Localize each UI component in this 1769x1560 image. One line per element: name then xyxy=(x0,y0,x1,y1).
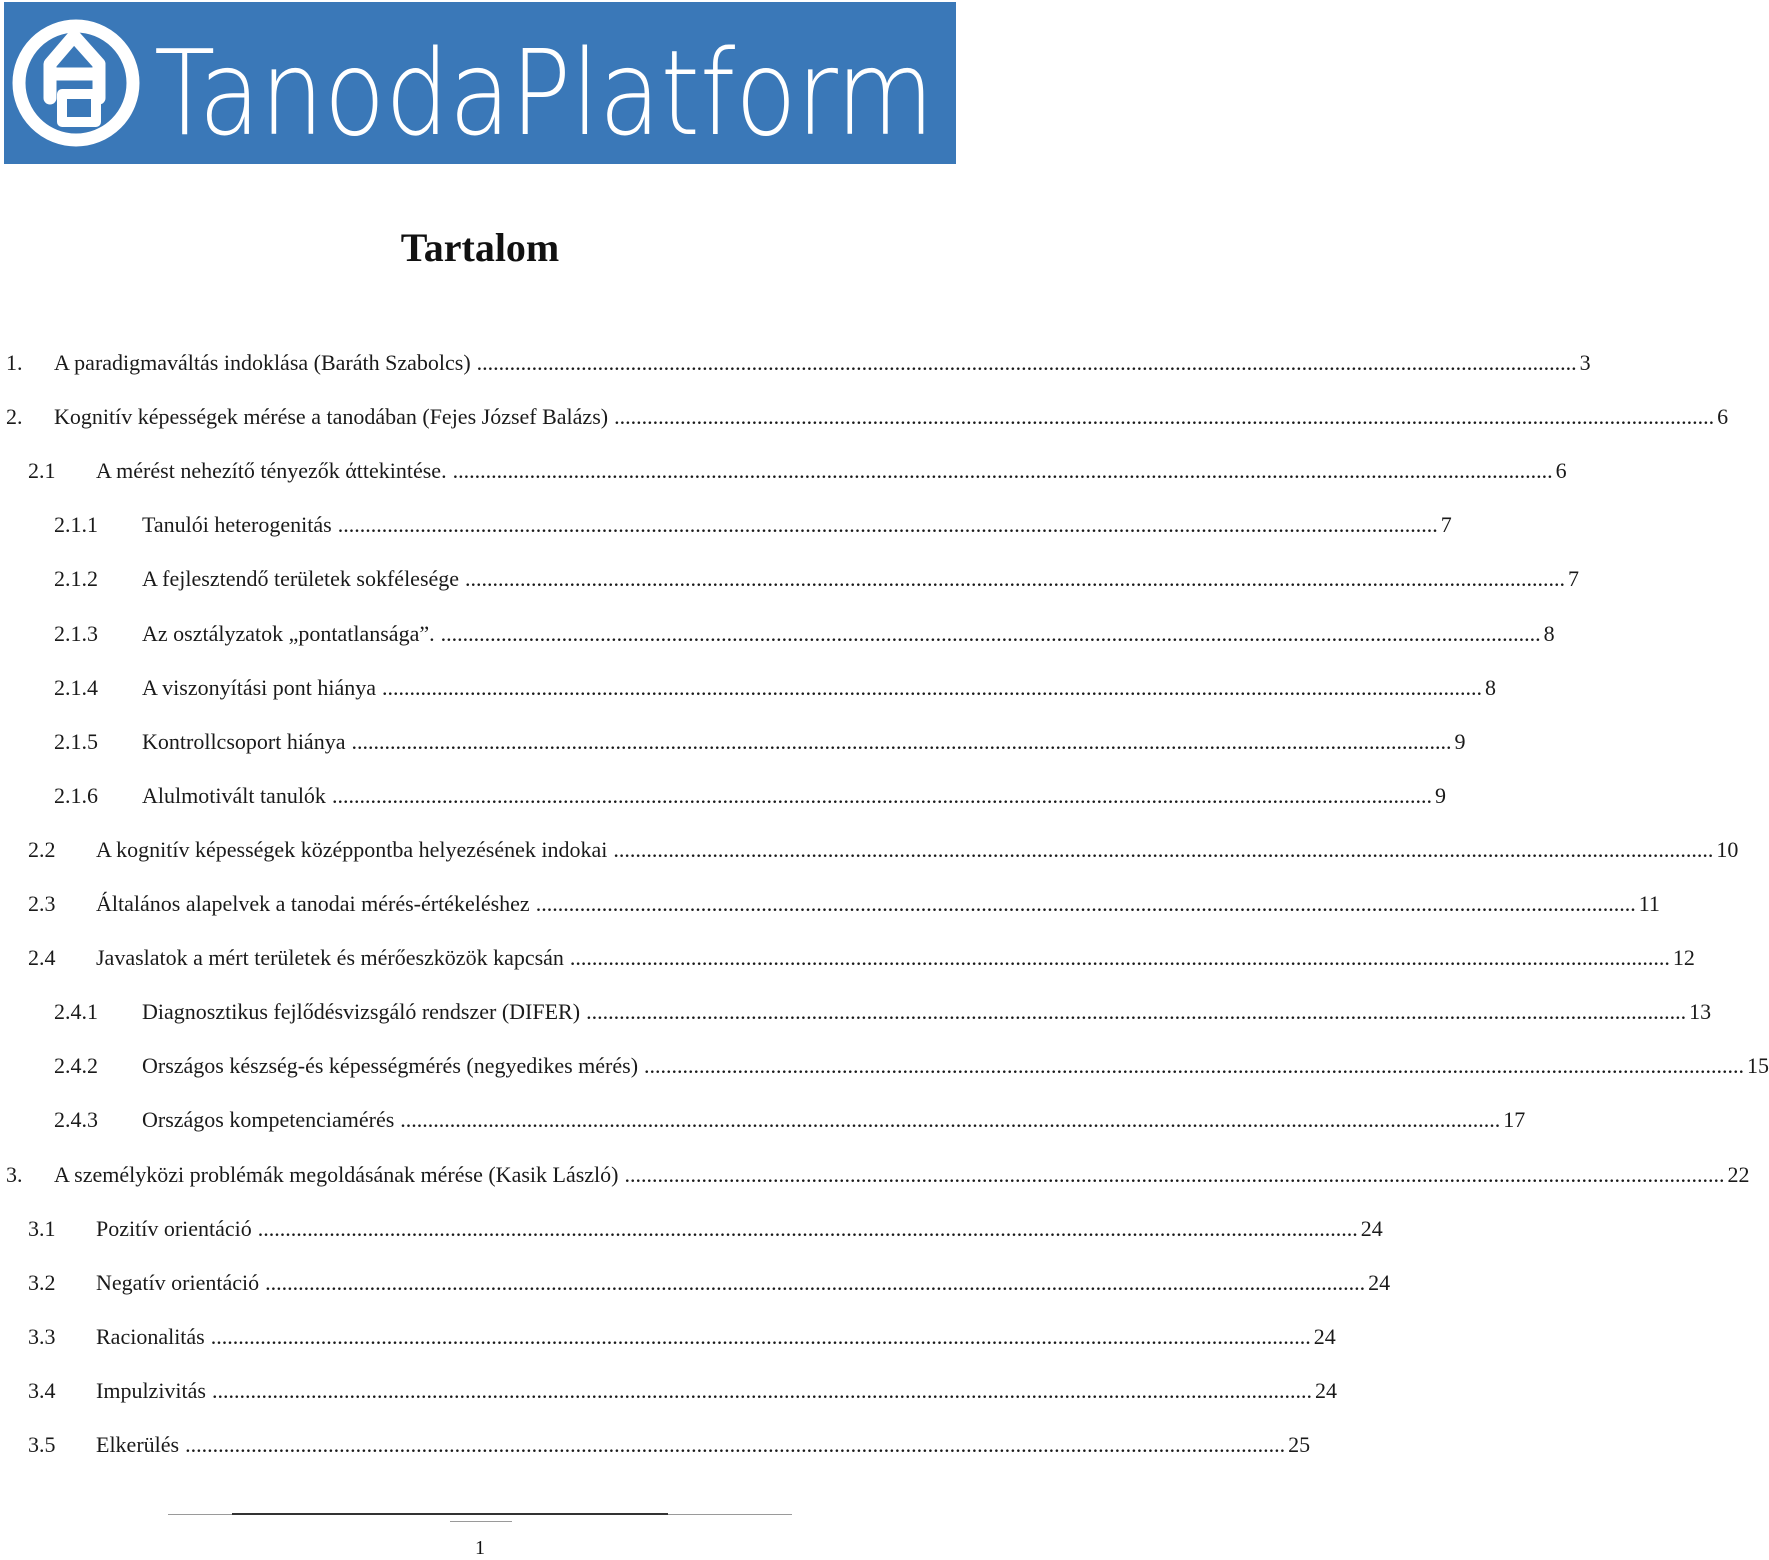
toc-dot-leader: ........................................................................................................................................................................................................ xyxy=(382,674,1483,700)
toc-entry[interactable] xyxy=(54,563,1580,595)
page-title: Tartalom xyxy=(400,225,560,270)
toc-entry-number: 2.1.1 xyxy=(54,512,98,538)
toc-entry-title: Diagnosztikus fejlődésvizsgáló rendszer (DIFER) xyxy=(142,999,581,1025)
toc-entry[interactable] xyxy=(28,1375,1337,1407)
toc-entry-page: 11 xyxy=(1638,891,1660,916)
toc-entry[interactable] xyxy=(54,996,1712,1028)
toc-entry[interactable] xyxy=(6,1159,1750,1191)
toc-entry-number: 2.1.2 xyxy=(54,566,98,592)
toc-entry-page: 12 xyxy=(1672,945,1695,971)
toc-entry-number: 2.1.6 xyxy=(54,782,98,808)
toc-entry-page: 13 xyxy=(1689,999,1712,1025)
toc-entry[interactable] xyxy=(28,942,1695,974)
toc-entry-title: A személyközi problémák megoldásának mérése (Kasik László) xyxy=(54,1161,619,1187)
toc-entry-page: 24 xyxy=(1360,1215,1383,1241)
toc-entry-title: Elkerülés xyxy=(96,1432,180,1457)
toc-entry-title: Országos készség-és képességmérés (negyedikes mérés) xyxy=(142,1053,639,1079)
toc-entry-page: 9 xyxy=(1434,782,1446,808)
toc-entry[interactable] xyxy=(28,455,1567,487)
toc-entry-number: 3.4 xyxy=(28,1377,56,1403)
toc-dot-leader: ........................................................................................................................................................................................................ xyxy=(476,350,1577,375)
toc-entry-title: A viszonyítási pont hiánya xyxy=(142,674,377,700)
footer-short-divider xyxy=(450,1521,512,1522)
toc-entry-title: A paradigmaváltás indoklása (Baráth Szabolcs) xyxy=(54,350,471,375)
toc-entry-number: 3.3 xyxy=(28,1323,56,1349)
toc-entry-title: Tanulói heterogenitás xyxy=(142,512,332,538)
toc-entry-page: 22 xyxy=(1727,1161,1750,1187)
toc-entry-number: 3.2 xyxy=(28,1269,56,1295)
logo-wordmark: TanodaPlatform xyxy=(154,24,934,162)
toc-entry-title: A fejlesztendő területek sokfélesége xyxy=(142,566,460,592)
footer-divider-dark xyxy=(232,1513,668,1515)
toc-entry-page: 3 xyxy=(1579,350,1591,375)
toc-entry[interactable] xyxy=(28,1267,1391,1299)
toc-entry[interactable] xyxy=(28,834,1739,866)
toc-entry-page: 6 xyxy=(1555,458,1567,484)
toc-dot-leader: ........................................................................................................................................................................................................ xyxy=(624,1161,1725,1187)
toc-entry[interactable] xyxy=(54,672,1497,704)
toc-entry[interactable] xyxy=(28,1321,1336,1353)
toc-dot-leader: ........................................................................................................................................................................................................ xyxy=(535,891,1636,916)
toc-dot-leader: ........................................................................................................................................................................................................ xyxy=(257,1215,1358,1241)
toc-entry-number: 2.2 xyxy=(28,836,56,862)
toc-dot-leader: ........................................................................................................................................................................................................ xyxy=(440,620,1541,646)
toc-entry[interactable] xyxy=(54,618,1555,650)
toc-dot-leader: ........................................................................................................................................................................................................ xyxy=(351,728,1452,754)
toc-entry-page: 10 xyxy=(1716,836,1739,862)
toc-entry-number: 2.4.2 xyxy=(54,1053,98,1079)
toc-dot-leader: ........................................................................................................................................................................................................ xyxy=(613,836,1714,862)
toc-entry-page: 24 xyxy=(1368,1269,1391,1295)
toc-entry-number: 2.1 xyxy=(28,458,56,484)
page-number: 1 xyxy=(475,1537,485,1559)
toc-entry-title: Alulmotivált tanulók xyxy=(142,782,326,808)
toc-entry-page: 17 xyxy=(1503,1107,1526,1133)
toc-dot-leader: ........................................................................................................................................................................................................ xyxy=(465,566,1566,592)
toc-entry-number: 1. xyxy=(6,350,23,375)
toc-entry[interactable] xyxy=(6,347,1591,379)
toc-entry[interactable] xyxy=(28,888,1660,920)
toc-entry[interactable] xyxy=(54,1050,1769,1082)
toc-dot-leader: ........................................................................................................................................................................................................ xyxy=(185,1432,1286,1457)
toc-entry[interactable] xyxy=(54,509,1452,541)
tanoda-platform-logo xyxy=(4,2,956,164)
toc-entry[interactable] xyxy=(54,726,1466,758)
toc-entry-title: Impulzivitás xyxy=(96,1377,206,1403)
toc-dot-leader: ........................................................................................................................................................................................................ xyxy=(452,458,1553,484)
toc-entry-page: 24 xyxy=(1314,1377,1337,1403)
toc-entry-page: 7 xyxy=(1568,566,1580,592)
toc-entry-number: 2.4 xyxy=(28,945,56,971)
toc-entry-number: 3.1 xyxy=(28,1215,56,1241)
toc-entry[interactable] xyxy=(28,1213,1383,1245)
toc-entry[interactable] xyxy=(54,1104,1526,1136)
toc-entry-page: 15 xyxy=(1747,1053,1769,1079)
toc-entry-number: 2.1.5 xyxy=(54,728,98,754)
toc-entry[interactable] xyxy=(54,780,1446,812)
toc-entry-page: 7 xyxy=(1440,512,1452,538)
toc-entry-number: 2.4.3 xyxy=(54,1107,98,1133)
toc-entry-title: Javaslatok a mért területek és mérőeszközök kapcsán xyxy=(96,945,564,971)
toc-entry-page: 6 xyxy=(1717,404,1729,430)
toc-entry-title: A kognitív képességek középpontba helyezésének indokai xyxy=(96,836,608,862)
toc-entry-page: 25 xyxy=(1288,1432,1311,1457)
toc-entry-number: 2. xyxy=(6,404,23,430)
toc-entry-page: 9 xyxy=(1454,728,1466,754)
toc-entry-title: Általános alapelvek a tanodai mérés-értékeléshez xyxy=(96,891,530,916)
toc-dot-leader: ........................................................................................................................................................................................................ xyxy=(211,1377,1312,1403)
toc-entry-title: Országos kompetenciamérés xyxy=(142,1107,395,1133)
toc-dot-leader: ........................................................................................................................................................................................................ xyxy=(569,945,1670,971)
toc-dot-leader: ........................................................................................................................................................................................................ xyxy=(400,1107,1501,1133)
toc-entry-title: Negatív orientáció xyxy=(96,1269,260,1295)
header-banner xyxy=(4,2,956,164)
toc-entry-title: Pozitív orientáció xyxy=(96,1215,252,1241)
toc-entry-page: 8 xyxy=(1543,620,1555,646)
toc-entry[interactable] xyxy=(6,401,1729,433)
toc-dot-leader: ........................................................................................................................................................................................................ xyxy=(337,512,1438,538)
toc-entry-title: Racionalitás xyxy=(96,1323,205,1349)
toc-entry-page: 24 xyxy=(1313,1323,1336,1349)
toc-entry-number: 2.1.3 xyxy=(54,620,98,646)
toc-entry-title: Az osztályzatok „pontatlansága”. xyxy=(142,620,435,646)
toc-entry-title: Kontrollcsoport hiánya xyxy=(142,728,346,754)
toc-dot-leader: ........................................................................................................................................................................................................ xyxy=(644,1053,1745,1079)
toc-entry-number: 2.3 xyxy=(28,891,56,916)
toc-entry-number: 2.1.4 xyxy=(54,674,98,700)
toc-dot-leader: ........................................................................................................................................................................................................ xyxy=(586,999,1687,1025)
toc-dot-leader: ........................................................................................................................................................................................................ xyxy=(210,1323,1311,1349)
toc-entry-number: 3.5 xyxy=(28,1432,56,1457)
toc-dot-leader: ........................................................................................................................................................................................................ xyxy=(614,404,1715,430)
toc-entry[interactable] xyxy=(28,1429,1311,1461)
toc-dot-leader: ........................................................................................................................................................................................................ xyxy=(265,1269,1366,1295)
toc-entry-page: 8 xyxy=(1485,674,1497,700)
toc-entry-number: 2.4.1 xyxy=(54,999,98,1025)
toc-entry-number: 3. xyxy=(6,1161,23,1187)
toc-entry-title: A mérést nehezítő tényezők άttekintése. xyxy=(96,458,447,484)
toc-entry-title: Kognitív képességek mérése a tanodában (Fejes József Balázs) xyxy=(54,404,609,430)
toc-dot-leader: ........................................................................................................................................................................................................ xyxy=(331,782,1432,808)
